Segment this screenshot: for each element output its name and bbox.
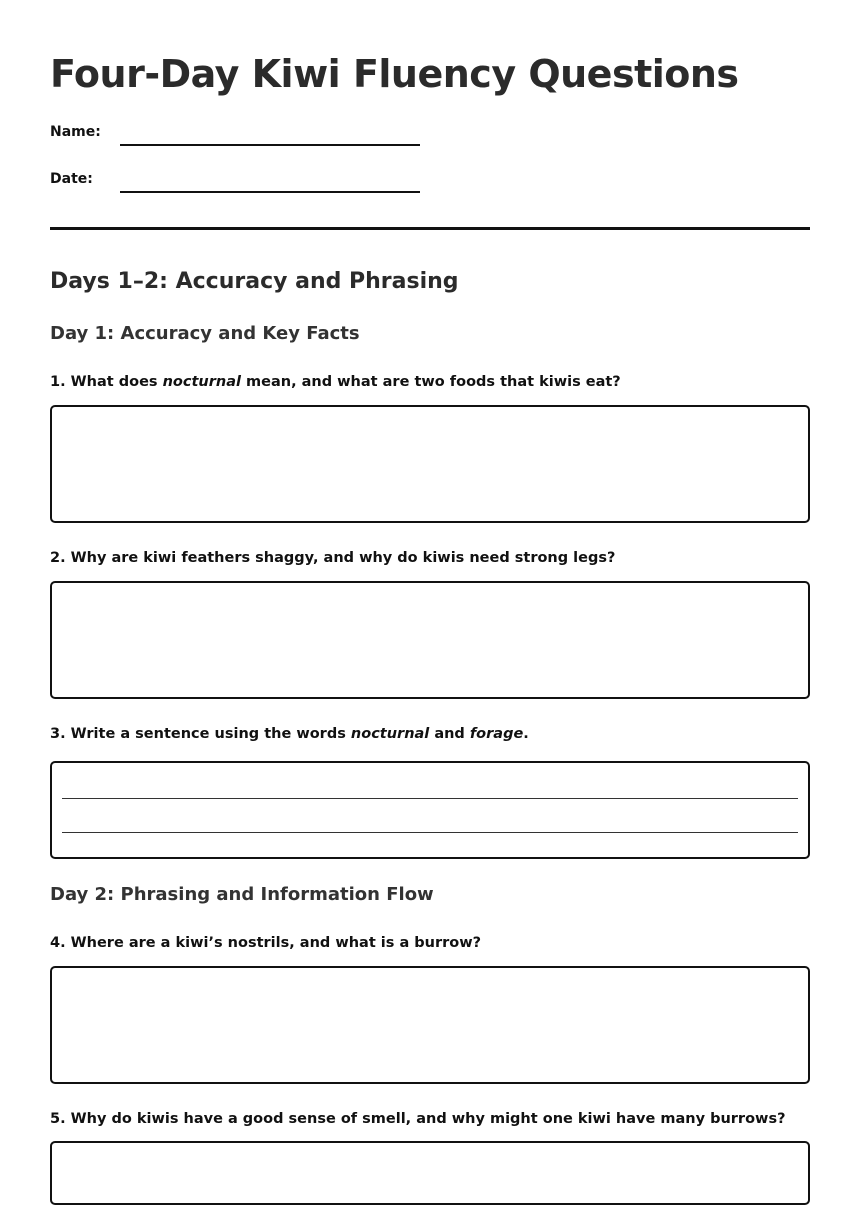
writing-line xyxy=(62,798,798,799)
day2-heading: Day 2: Phrasing and Information Flow xyxy=(50,884,434,905)
name-label: Name: xyxy=(50,124,101,140)
answer-box-3[interactable] xyxy=(50,761,810,859)
answer-box-1[interactable] xyxy=(50,405,810,523)
date-field[interactable] xyxy=(50,163,430,193)
question-number: 1. xyxy=(50,374,66,390)
question-text: and xyxy=(429,726,470,742)
question-term: forage xyxy=(469,726,524,742)
question-4 xyxy=(50,932,481,954)
answer-box-5[interactable] xyxy=(50,1141,810,1205)
question-text: Why are kiwi feathers shaggy, and why do kiwis need strong legs? xyxy=(65,550,616,566)
day1-heading: Day 1: Accuracy and Key Facts xyxy=(50,323,360,344)
header-divider xyxy=(50,227,810,230)
writing-line xyxy=(62,832,798,833)
question-number: 4. xyxy=(50,935,66,951)
question-number: 2. xyxy=(50,550,66,566)
answer-box-2[interactable] xyxy=(50,581,810,699)
question-text: mean, and what are two foods that kiwis eat? xyxy=(240,374,621,390)
question-3 xyxy=(50,723,529,745)
question-5 xyxy=(50,1108,785,1130)
section-heading: Days 1–2: Accuracy and Phrasing xyxy=(50,269,459,294)
name-field[interactable] xyxy=(50,116,430,146)
question-term: nocturnal xyxy=(162,374,241,390)
name-input-line[interactable] xyxy=(120,144,420,146)
question-text: What does xyxy=(65,374,163,390)
answer-box-4[interactable] xyxy=(50,966,810,1084)
question-number: 3. xyxy=(50,726,66,742)
question-text: Why do kiwis have a good sense of smell, and why might one kiwi have many burrows? xyxy=(65,1111,786,1127)
date-input-line[interactable] xyxy=(120,191,420,193)
question-text: Where are a kiwi’s nostrils, and what is a burrow? xyxy=(65,935,482,951)
question-1 xyxy=(50,371,621,393)
question-term: nocturnal xyxy=(350,726,430,742)
question-number: 5. xyxy=(50,1111,66,1127)
date-label: Date: xyxy=(50,171,93,187)
page-title: Four-Day Kiwi Fluency Questions xyxy=(50,52,739,96)
question-2 xyxy=(50,547,615,569)
question-text: Write a sentence using the words xyxy=(65,726,351,742)
question-text: . xyxy=(523,726,529,742)
